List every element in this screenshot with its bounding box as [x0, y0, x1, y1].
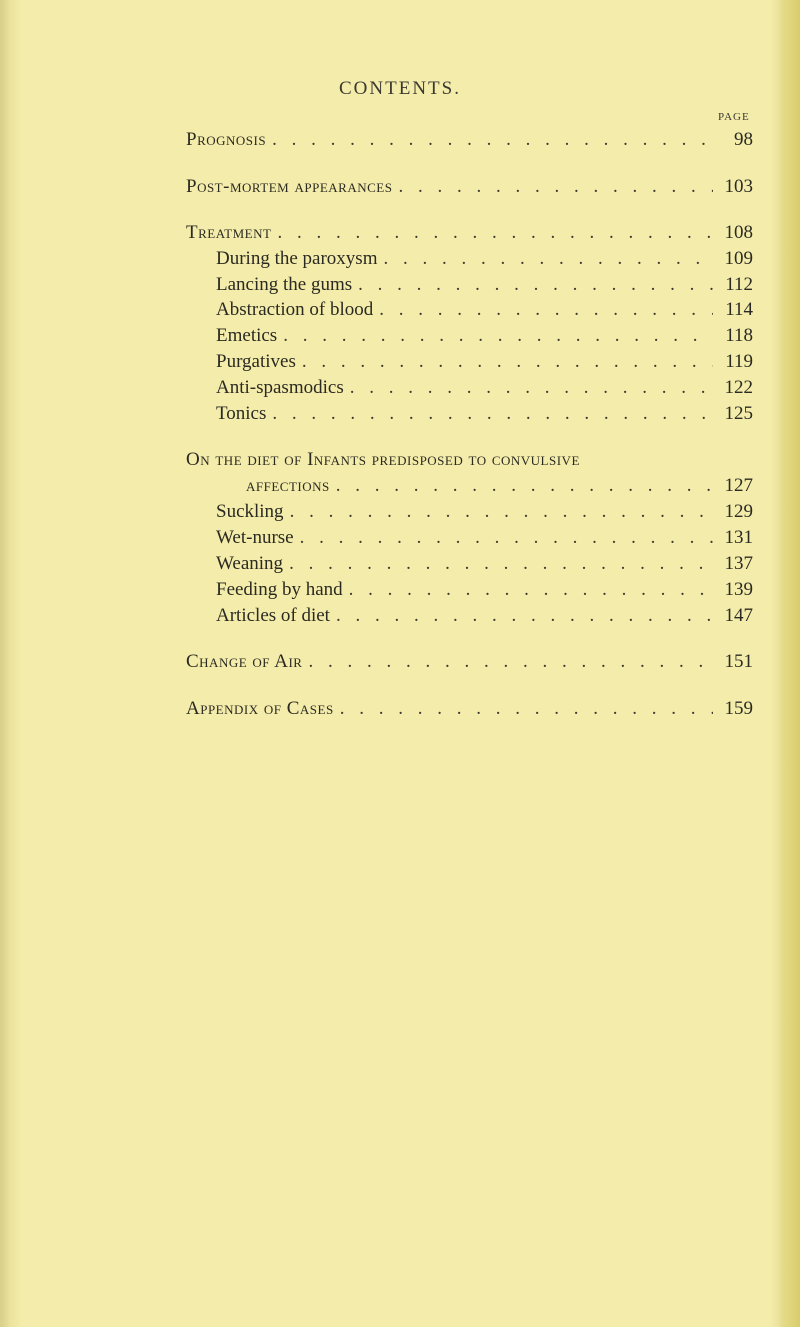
toc-entry-treatment[interactable] [186, 221, 753, 245]
toc-entry-appendix[interactable] [186, 697, 753, 721]
toc-entry-tonics[interactable] [216, 402, 753, 426]
toc-leader-dots [352, 273, 713, 297]
toc-leader-dots [343, 578, 713, 602]
toc-page-number: 159 [724, 698, 753, 719]
toc-entry-label: affections [246, 475, 330, 496]
toc-page-number: 131 [724, 527, 753, 548]
toc-leader-dots [302, 650, 713, 674]
toc-entry-abstraction[interactable] [216, 298, 753, 322]
toc-entry-anti-spasmodics[interactable] [216, 376, 753, 400]
toc-leader-dots [296, 350, 713, 374]
page-title: CONTENTS. [339, 78, 461, 99]
page-right-edge [778, 0, 800, 1327]
toc-entry-diet-heading[interactable]: On the diet of Infants predisposed to convulsive [186, 449, 580, 470]
toc-page-number: 109 [724, 248, 753, 269]
toc-entry-label: During the paroxysm [216, 248, 378, 269]
toc-leader-dots [271, 221, 713, 245]
toc-page-number: 147 [724, 605, 753, 626]
toc-entry-label: Post-mortem appearances [186, 176, 393, 197]
toc-leader-dots [283, 552, 713, 576]
toc-entry-label: Change of Air [186, 651, 303, 672]
toc-page-number: 125 [724, 403, 753, 424]
toc-page-number: 137 [724, 553, 753, 574]
toc-entry-suckling[interactable] [216, 500, 753, 524]
toc-page-number: 122 [724, 377, 753, 398]
toc-leader-dots [284, 500, 713, 524]
toc-page-number: 118 [725, 325, 753, 346]
toc-entry-prognosis[interactable] [186, 128, 753, 152]
toc-entry-label: Weaning [216, 553, 284, 574]
toc-page-number: 139 [724, 579, 753, 600]
toc-entry-feeding[interactable] [216, 578, 753, 602]
toc-entry-label: Tonics [216, 403, 267, 424]
toc-entry-label: Wet-nurse [216, 527, 294, 548]
toc-page-number: 112 [725, 274, 753, 295]
page-column-label: PAGE [718, 111, 750, 123]
page-left-edge [0, 0, 10, 1327]
toc-leader-dots [277, 324, 713, 348]
toc-page-number: 103 [724, 176, 753, 197]
toc-entry-label: Abstraction of blood [216, 299, 374, 320]
toc-entry-label: Treatment [186, 222, 272, 243]
toc-leader-dots [377, 247, 713, 271]
toc-page-number: 119 [725, 351, 753, 372]
toc-page-number: 98 [734, 129, 753, 150]
toc-entry-lancing[interactable] [216, 273, 753, 297]
toc-entry-label: Prognosis [186, 129, 267, 150]
toc-leader-dots [392, 175, 713, 199]
toc-page-number: 129 [724, 501, 753, 522]
toc-leader-dots [266, 128, 713, 152]
toc-entry-articles-of-diet[interactable] [216, 604, 753, 628]
toc-page-number: 127 [724, 475, 753, 496]
toc-page-number: 114 [725, 299, 753, 320]
toc-entry-label: Appendix of Cases [186, 698, 334, 719]
toc-entry-change-of-air[interactable] [186, 650, 753, 674]
toc-entry-paroxysm[interactable] [216, 247, 753, 271]
toc-leader-dots [334, 697, 713, 721]
toc-leader-dots [266, 402, 713, 426]
toc-page-number: 151 [724, 651, 753, 672]
toc-leader-dots [330, 474, 713, 498]
toc-entry-affections[interactable] [246, 474, 753, 498]
toc-leader-dots [330, 604, 713, 628]
toc-entry-label: Articles of diet [216, 605, 330, 626]
toc-entry-purgatives[interactable] [216, 350, 753, 374]
toc-entry-wet-nurse[interactable] [216, 526, 753, 550]
toc-entry-label: Feeding by hand [216, 579, 343, 600]
toc-entry-weaning[interactable] [216, 552, 753, 576]
toc-entry-label: Purgatives [216, 351, 296, 372]
toc-leader-dots [294, 526, 713, 550]
toc-entry-label: Lancing the gums [216, 274, 353, 295]
toc-entry-label: Anti-spasmodics [216, 377, 344, 398]
toc-entry-label: Emetics [216, 325, 278, 346]
toc-entry-emetics[interactable] [216, 324, 753, 348]
toc-entry-label: Suckling [216, 501, 284, 522]
toc-leader-dots [373, 298, 713, 322]
toc-entry-post-mortem[interactable] [186, 175, 753, 199]
toc-leader-dots [344, 376, 713, 400]
toc-page-number: 108 [724, 222, 753, 243]
